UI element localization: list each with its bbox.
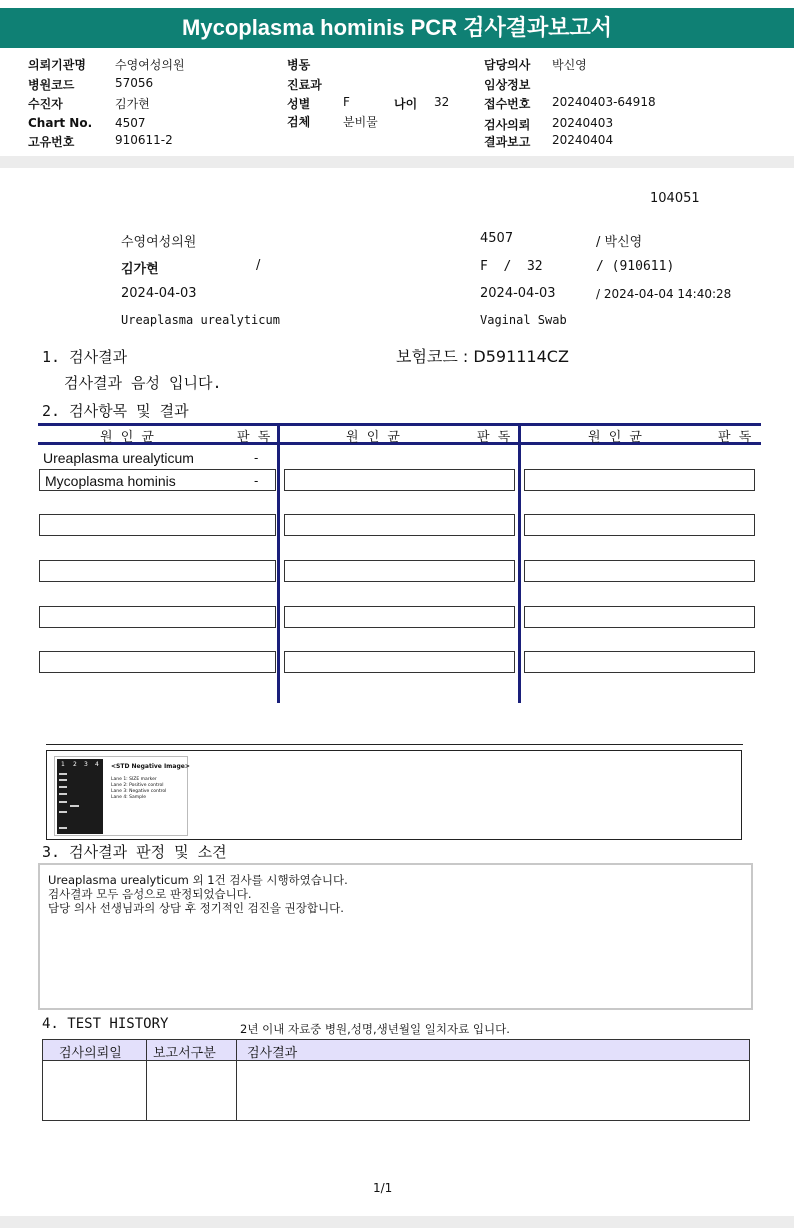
result-cell-box (284, 560, 515, 582)
gel-caption-line: Lane 2: Positive control (111, 783, 164, 788)
opinion-line: 담당 의사 선생님과의 상담 후 정기적인 검진을 권장합니다. (48, 901, 344, 915)
report-title: Mycoplasma hominis PCR 검사결과보고서 (0, 8, 794, 48)
col-header-pathogen-1: 원 인 균 (100, 430, 156, 445)
info-date-request: 2024-04-03 (121, 286, 197, 301)
result-name-2: Mycoplasma hominis (45, 473, 176, 489)
label-specimen: 검체 (287, 115, 311, 129)
col-header-pathogen-2: 원 인 균 (346, 430, 402, 445)
result-cell-box (39, 651, 276, 673)
insurance-code: 보험코드 : D591114CZ (396, 347, 569, 366)
value-chart-no: 4507 (115, 116, 146, 130)
gel-caption-line: Lane 3: Negative control (111, 789, 167, 794)
section3-title: 3. 검사결과 판정 및 소견 (42, 843, 227, 861)
value-unique-no: 910611-2 (115, 133, 173, 147)
gel-caption-title: <STD Negative Image> (111, 763, 190, 770)
info-test-name: Ureaplasma urealyticum (121, 313, 280, 327)
result-cell-box (284, 606, 515, 628)
info-date-receive: 2024-04-03 (480, 286, 556, 301)
label-age: 나이 (394, 97, 418, 111)
result-cell-box (39, 560, 276, 582)
label-receipt-no: 접수번호 (484, 97, 531, 111)
result-cell-box (524, 514, 755, 536)
opinion-line: 검사결과 모두 음성으로 판정되었습니다. (48, 887, 252, 901)
result-cell-box (524, 606, 755, 628)
table-col-divider-2 (518, 423, 521, 703)
gel-band (59, 793, 67, 795)
result-cell-box (284, 469, 515, 491)
label-clinical-info: 임상정보 (484, 78, 531, 92)
gel-top-rule (46, 744, 743, 745)
gel-lane-label-3: 3 (84, 761, 88, 768)
label-patient: 수진자 (28, 97, 63, 111)
label-request-date: 검사의뢰 (484, 118, 531, 132)
result-cell-box (524, 560, 755, 582)
footer-divider (0, 1216, 794, 1228)
result-cell-box (284, 651, 515, 673)
gel-band (59, 801, 67, 803)
result-value-2: - (254, 473, 259, 488)
info-doctor: / 박신영 (596, 235, 643, 250)
gel-band (70, 805, 79, 807)
gel-band (59, 779, 67, 781)
value-hospital: 수영여성의원 (115, 58, 185, 72)
history-note: 2년 이내 자료중 병원,성명,생년월일 일치자료 입니다. (240, 1022, 510, 1036)
result-cell-box (524, 651, 755, 673)
history-col-divider (236, 1040, 237, 1120)
gel-lane-label-2: 2 (73, 761, 77, 768)
result-cell-box (524, 469, 755, 491)
label-unique-no: 고유번호 (28, 135, 75, 149)
section4-title: 4. TEST HISTORY (42, 1016, 169, 1032)
label-hospital: 의뢰기관명 (28, 58, 86, 72)
label-department: 진료과 (287, 78, 322, 92)
col-header-judgement-2: 판 독 (477, 430, 513, 445)
history-header-row (43, 1040, 749, 1061)
label-ward: 병동 (287, 58, 311, 72)
section1-title: 1. 검사결과 (42, 348, 128, 366)
gel-band (59, 811, 67, 813)
label-sex: 성별 (287, 97, 311, 111)
info-patient: 김가현 (121, 262, 159, 277)
value-hospital-code: 57056 (115, 76, 154, 90)
result-cell-box (284, 514, 515, 536)
opinion-text (48, 873, 348, 915)
table-col-divider-1 (277, 423, 280, 703)
history-table (42, 1039, 750, 1121)
gel-image-panel (54, 756, 188, 836)
opinion-box (38, 863, 753, 1010)
col-header-judgement-3: 판 독 (718, 430, 754, 445)
value-request-date: 20240403 (552, 116, 614, 130)
gel-lane-label-1: 1 (61, 761, 65, 768)
info-patient-slash: / (256, 258, 261, 273)
col-header-pathogen-3: 원 인 균 (588, 430, 644, 445)
info-sex-age: F / 32 (480, 259, 543, 274)
value-sex: F (343, 95, 350, 109)
gel-lane-label-4: 4 (95, 761, 99, 768)
info-chart: 4507 (480, 231, 514, 246)
section2-title: 2. 검사항목 및 결과 (42, 402, 189, 420)
info-birth: / (910611) (596, 259, 675, 274)
history-header-report-type: 보고서구분 (153, 1046, 216, 1061)
info-specimen: Vaginal Swab (480, 313, 567, 327)
label-chart-no: Chart No. (28, 116, 93, 130)
gel-photo (57, 759, 103, 834)
col-header-judgement-1: 판 독 (237, 430, 273, 445)
section1-result: 검사결과 음성 입니다. (64, 374, 222, 392)
info-date-report: / 2024-04-04 14:40:28 (596, 287, 732, 301)
gel-caption-line: Lane 4: Sample (111, 795, 146, 800)
opinion-line: Ureaplasma urealyticum 외 1건 검사를 시행하였습니다. (48, 873, 348, 887)
info-hospital: 수영여성의원 (121, 235, 197, 250)
value-report-date: 20240404 (552, 133, 614, 147)
history-header-result: 검사결과 (247, 1046, 298, 1061)
gel-band (59, 827, 67, 829)
value-doctor: 박신영 (552, 58, 587, 72)
value-patient: 김가현 (115, 97, 150, 111)
gel-caption-list (111, 777, 166, 801)
result-cell-box (39, 606, 276, 628)
history-header-request-date: 검사의뢰일 (59, 1046, 122, 1061)
gel-caption-line: Lane 1: SIZE marker (111, 777, 157, 782)
gel-band (59, 773, 67, 775)
result-value-1: - (254, 450, 259, 465)
value-specimen: 분비물 (343, 115, 378, 129)
history-col-divider (146, 1040, 147, 1120)
label-report-date: 결과보고 (484, 135, 531, 149)
result-name-1: Ureaplasma urealyticum (43, 450, 194, 466)
header-divider (0, 156, 794, 168)
report-code: 104051 (650, 191, 700, 206)
page-number: 1/1 (373, 1181, 393, 1195)
label-hospital-code: 병원코드 (28, 78, 75, 92)
value-receipt-no: 20240403-64918 (552, 95, 656, 109)
value-age: 32 (434, 95, 450, 109)
label-doctor: 담당의사 (484, 58, 531, 72)
gel-band (59, 786, 67, 788)
result-cell-box (39, 514, 276, 536)
